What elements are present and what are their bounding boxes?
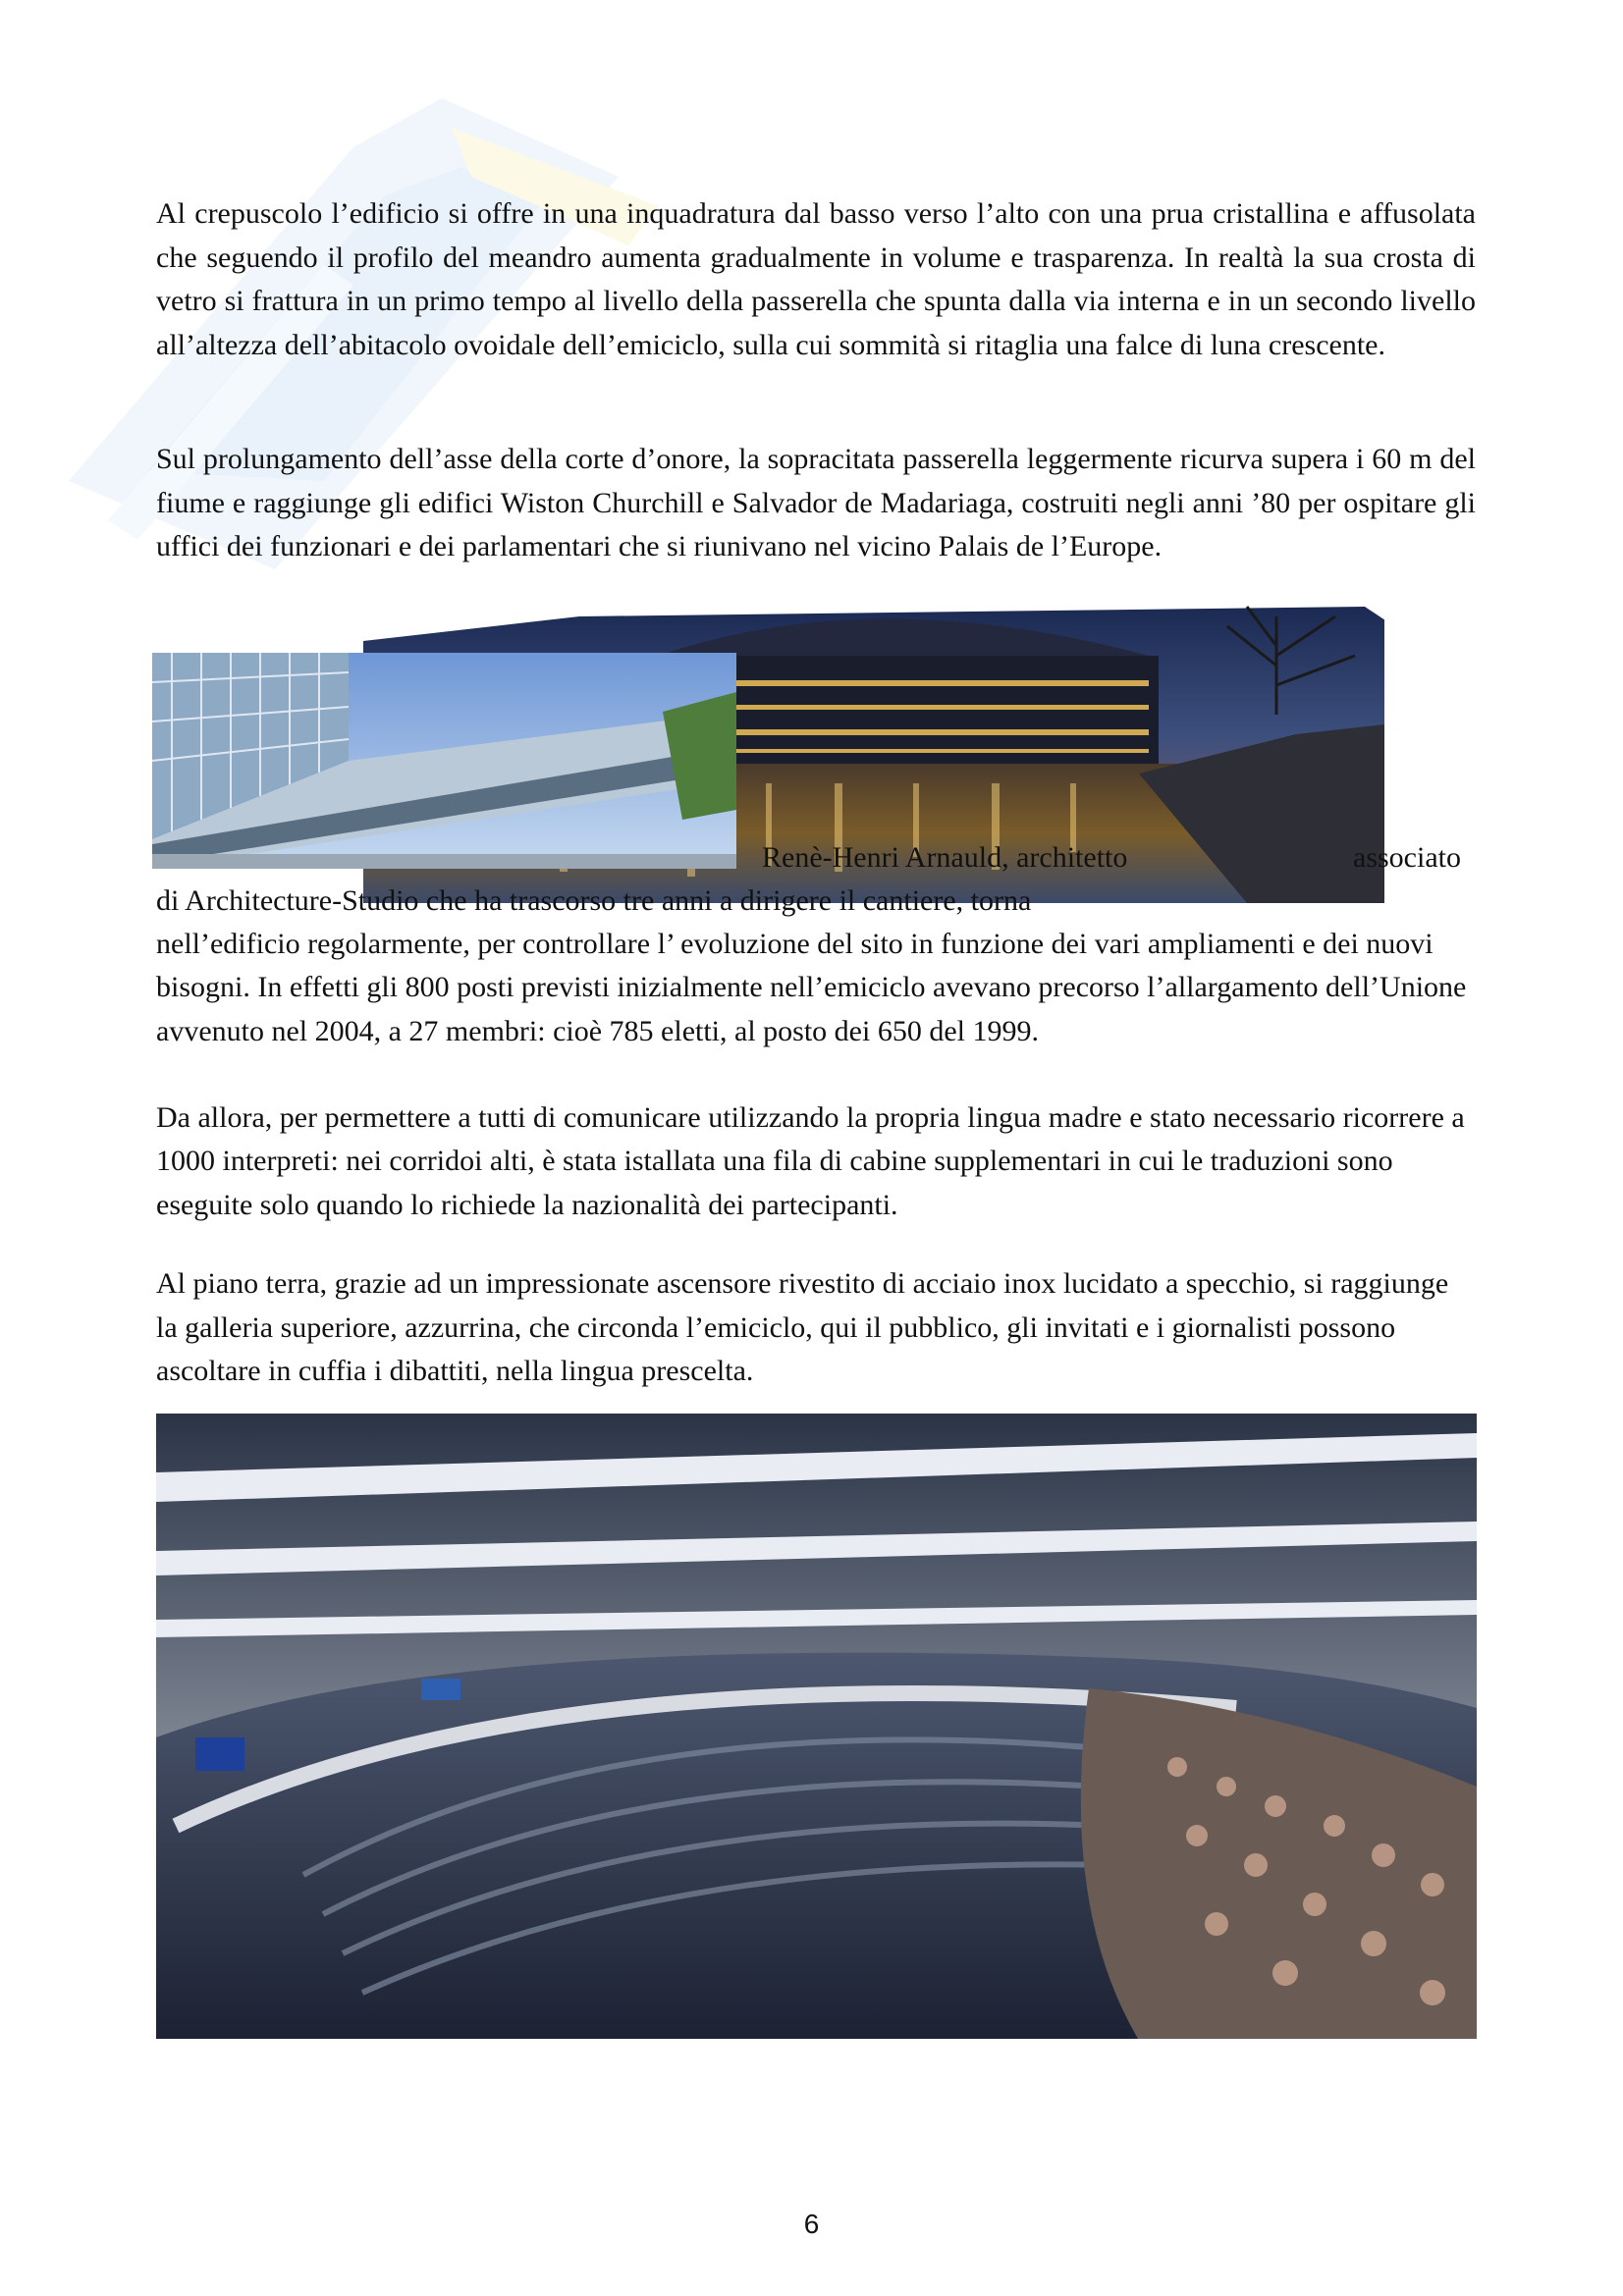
- page-number: 6: [803, 2209, 820, 2239]
- photo-glass-walkway: [152, 653, 736, 869]
- paragraph-prolungamento: Sul prolungamento dell’asse della corte d’onore, la sopracitata passerella leggermente ricurva supera i 60 m del fiume e raggiunge gli edifici Wiston Churchill e Salvador de Madariaga, costruiti negli anni ’80 per ospitare gli uffici dei funzionari e dei parlamentari che si riunivano nel vicino Palais de l’Europe.: [156, 443, 1476, 562]
- paragraph-piano-terra: Al piano terra, grazie ad un impressionate ascensore rivestito di acciaio inox lucidato a specchio, si raggiunge la galleria superiore, azzurrina, che circonda l’emiciclo, qui il pubblico, gli invitati e i giornalisti possono ascoltare in cuffia i dibattiti, nella lingua prescelta.: [156, 1267, 1449, 1387]
- paragraph-da-allora: Da allora, per permettere a tutti di comunicare utilizzando la propria lingua madre e stato necessario ricorrere a 1000 interpreti: nei corridoi alti, è stata istallata una fila di cabine supplementari in cui le traduzioni sono eseguite solo quando lo richiede la nazionalità dei partecipanti.: [156, 1101, 1465, 1221]
- paragraph-crepuscolo: Al crepuscolo l’edificio si offre in una inquadratura dal basso verso l’alto con una prua cristallina e affusolata che seguendo il profilo del meandro aumenta gradualmente in volume e trasparenza. In realtà la sua crosta di vetro si frattura in un primo tempo al livello della passerella che spunta dalla via interna e in un secondo livello all’altezza dell’abitacolo ovoidale dell’emiciclo, sulla cui sommità si ritaglia una falce di luna crescente.: [156, 197, 1476, 361]
- paragraph-renet-continued: nell’edificio regolarmente, per controllare l’ evoluzione del sito in funzione dei vari ampliamenti e dei nuovi bisogni. In effetti gli 800 posti previsti inizialmente nell’emiciclo avevano precorso l’allargamento dell’Unione avvenuto nel 2004, a 27 membri: cioè 785 eletti, al posto dei 650 del 1999.: [156, 928, 1467, 1047]
- renet-text-line2: di Architecture-Studio che ha trascorso tre anni a dirigere il cantiere, torna: [156, 884, 1032, 917]
- photo-hemicycle-interior: [156, 1414, 1477, 2039]
- renet-text-associato: associato: [1353, 841, 1461, 874]
- renet-text-name: Renè-Henri Arnauld, architetto: [762, 841, 1128, 874]
